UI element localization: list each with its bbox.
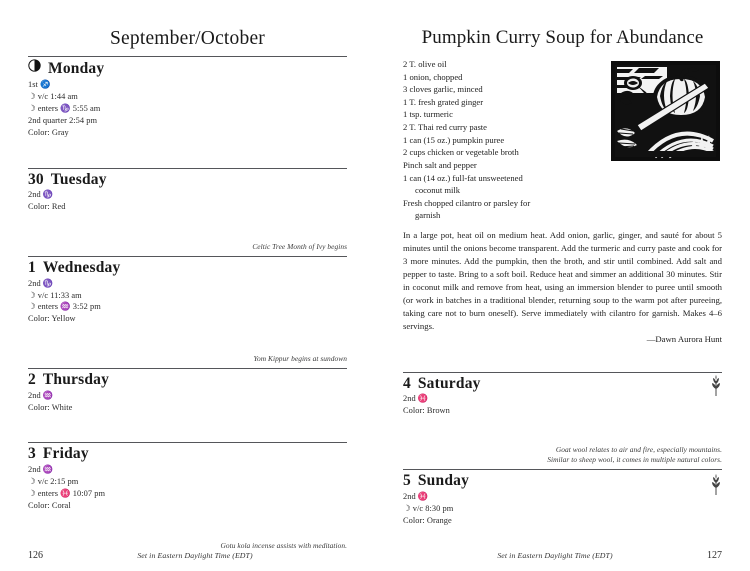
pumpkin-harvest-woodcut-illustration [609, 59, 722, 163]
day-entry-friday [28, 443, 347, 511]
day-detail-line: 2nd ♒ [28, 390, 54, 400]
day-number-label: 5 [403, 472, 411, 490]
day-number-label: 4 [403, 374, 411, 392]
woodcut-svg [609, 59, 722, 163]
day-detail-line: 2nd quarter 2:54 pm [28, 115, 98, 125]
ingredient-item: 2 T. Thai red curry paste [403, 122, 487, 133]
day-entry-saturday [403, 373, 722, 418]
day-entry-sunday [403, 470, 722, 527]
day-weekday-label: Sunday [417, 472, 470, 490]
day-entry-wednesday [28, 257, 347, 325]
day-detail-line: 1st ♐ [28, 80, 51, 90]
day-detail-line: ☽ enters ♓ 10:07 pm [28, 488, 106, 498]
day-weekday-label: Friday [42, 445, 89, 463]
day-detail-lines [403, 393, 722, 417]
spacer [28, 139, 347, 168]
recipe-ingredient-list [403, 57, 599, 222]
day-number-label: 3 [28, 445, 36, 463]
half-moon-waxing-icon [28, 59, 41, 76]
spacer [403, 417, 722, 444]
note-goat-wool [403, 445, 722, 466]
day-detail-lines [403, 491, 722, 527]
day-detail-line: 2nd ♓ [403, 491, 429, 501]
ingredient-item: 3 cloves garlic, minced [403, 84, 483, 95]
ingredient-item: 2 T. olive oil [403, 58, 447, 69]
day-entry-tuesday [28, 169, 347, 214]
spacer [28, 414, 347, 443]
day-weekday-label: Wednesday [42, 258, 121, 276]
day-detail-line: 2nd ♑ [28, 190, 54, 200]
moon-phase-svg [28, 59, 41, 72]
day-color-line: Color: Red [28, 202, 66, 212]
ingredient-item: coconut milk [415, 185, 461, 196]
day-weekday-label: Tuesday [50, 170, 107, 188]
day-color-line: Color: White [28, 402, 73, 412]
ingredient-item: 2 cups chicken or vegetable broth [403, 147, 519, 158]
left-page-footer [28, 550, 347, 561]
day-header [28, 260, 347, 277]
day-detail-line: 2nd ♓ [403, 394, 429, 404]
day-color-line: Color: Orange [403, 515, 452, 525]
footer-timezone-note: Set in Eastern Daylight Time (EDT) [137, 551, 253, 560]
day-detail-line: ☽ v/c 1:44 am [28, 92, 78, 102]
day-color-line: Color: Gray [28, 127, 69, 137]
day-detail-line: ☽ enters ♑ 5:55 am [28, 104, 101, 114]
footer-left [28, 550, 43, 561]
day-header [28, 60, 347, 78]
page-number: 126 [28, 550, 43, 561]
day-detail-line: ☽ enters ♒ 3:52 pm [28, 302, 101, 312]
day-number-label: 1 [28, 258, 36, 276]
ingredient-item: 1 can (15 oz.) pumpkin puree [403, 134, 505, 145]
day-entry-thursday [28, 369, 347, 414]
day-detail-line: ☽ v/c 8:30 pm [403, 503, 454, 513]
right-content-column [403, 57, 722, 554]
wheat-sprig-ornament-icon [710, 474, 722, 501]
spacer [28, 325, 347, 354]
day-detail-lines [28, 278, 347, 326]
day-header [403, 376, 722, 393]
note-yom-kippur: Yom Kippur begins at sundown [253, 354, 347, 364]
recipe-section [403, 57, 722, 345]
recipe-top-row [403, 57, 722, 222]
day-detail-lines [28, 79, 347, 139]
page-title-month: September/October [109, 28, 265, 49]
day-color-line: Color: Yellow [28, 314, 76, 324]
ingredient-item: Fresh chopped cilantro or parsley for [403, 197, 531, 208]
day-header [28, 172, 347, 189]
footer-timezone-note: Set in Eastern Daylight Time (EDT) [497, 551, 613, 560]
note-celtic-tree: Celtic Tree Month of Ivy begins [252, 242, 347, 252]
day-detail-lines [28, 189, 347, 213]
left-day-column [28, 57, 347, 554]
wheat-sprig-ornament-icon [710, 375, 722, 402]
right-page [375, 0, 750, 571]
spacer [403, 344, 722, 371]
note-line: Goat wool relates to air and fire, especially mountains. [555, 444, 722, 454]
recipe-title: Pumpkin Curry Soup for Abundance [421, 27, 704, 48]
day-number-label: 2 [28, 370, 36, 388]
note-gotu-kola: Gotu kola incense assists with meditation. [220, 540, 347, 550]
day-detail-lines [28, 464, 347, 512]
ingredient-item: 1 onion, chopped [403, 71, 463, 82]
day-number-label: 30 [28, 170, 44, 188]
day-color-line: Color: Coral [28, 500, 71, 510]
ingredient-item: garnish [415, 210, 441, 221]
ingredient-item: 1 can (14 oz.) full-fat unsweetened [403, 172, 523, 183]
sprig-svg [710, 474, 722, 496]
day-header [28, 446, 347, 463]
spacer [28, 213, 347, 242]
day-detail-line: ☽ v/c 2:15 pm [28, 477, 79, 487]
day-detail-line: 2nd ♒ [28, 465, 54, 475]
day-entry-monday [28, 57, 347, 138]
right-page-footer [403, 550, 722, 561]
ingredient-item: 1 tsp. turmeric [403, 109, 453, 120]
day-weekday-label: Monday [48, 60, 105, 78]
ingredient-item: Pinch salt and pepper [403, 159, 477, 170]
day-weekday-label: Thursday [42, 370, 110, 388]
day-detail-line: 2nd ♑ [28, 278, 54, 288]
recipe-instructions: In a large pot, heat oil on medium heat. Add onion, garlic, ginger, and sauté for about 5 minutes until the onions become transparent. Add the turmeric and curry paste and cook for 3 more minutes. Add the pumpkin, then the broth, and stir until combined. Add salt and pepper to taste. Bring to a soft boil. Reduce heat and simmer an additional 30 minutes. Stir in coconut milk and remove from heat, using an immersion blender to puree until smooth (or work in batches in a traditional blender, returning soup to the warm pot after pureeing, taking care not to burn oneself). Serve immediately with cilantro for garnish. Makes 4–6 servings. [403, 230, 722, 332]
ingredient-item: 1 T. fresh grated ginger [403, 96, 484, 107]
recipe-attribution: —Dawn Aurora Hunt [646, 334, 722, 345]
note-line: Similar to sheep wool, it comes in multiple natural colors. [547, 455, 722, 465]
day-header [403, 473, 722, 490]
page-number: 127 [707, 550, 722, 561]
day-detail-line: ☽ v/c 11:33 am [28, 290, 82, 300]
day-color-line: Color: Brown [403, 406, 450, 416]
day-weekday-label: Saturday [417, 374, 481, 392]
day-header [28, 372, 347, 389]
spacer [28, 512, 347, 541]
footer-right [707, 550, 722, 561]
day-detail-lines [28, 390, 347, 414]
sprig-svg [710, 375, 722, 397]
